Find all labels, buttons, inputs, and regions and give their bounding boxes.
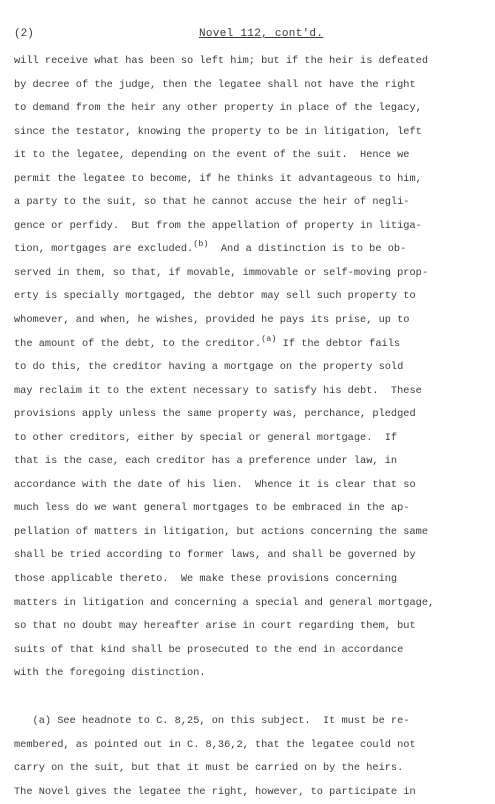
body-line: may reclaim it to the extent necessary to satisfy his debt. These — [14, 380, 484, 404]
body-line: a party to the suit, so that he cannot accuse the heir of negli- — [14, 191, 484, 215]
page-header — [14, 24, 484, 44]
body-line: matters in litigation and concerning a special and general mortgage, — [14, 592, 484, 616]
body-line: will receive what has been so left him; but if the heir is defeated — [14, 50, 484, 74]
footnote-line: carry on the suit, but that it must be carried on by the heirs. — [14, 757, 484, 781]
body-line: suits of that kind shall be prosecuted to the end in accordance — [14, 639, 484, 663]
body-line: to other creditors, either by special or general mortgage. If — [14, 427, 484, 451]
body-line: served in them, so that, if movable, immovable or self-moving prop- — [14, 262, 484, 286]
body-line: by decree of the judge, then the legatee shall not have the right — [14, 74, 484, 98]
body-line: erty is specially mortgaged, the debtor may sell such property to — [14, 285, 484, 309]
body-line: pellation of matters in litigation, but actions concerning the same — [14, 521, 484, 545]
footnote-reference-a: (a) — [261, 334, 276, 344]
body-line: those applicable thereto. We make these provisions concerning — [14, 568, 484, 592]
body-text — [14, 50, 484, 686]
body-line: with the foregoing distinction. — [14, 662, 484, 686]
body-line: accordance with the date of his lien. Whence it is clear that so — [14, 474, 484, 498]
body-line: provisions apply unless the same property was, perchance, pledged — [14, 403, 484, 427]
body-line: to demand from the heir any other property in place of the legacy, — [14, 97, 484, 121]
page-number: (2) — [14, 28, 34, 40]
body-line: it to the legatee, depending on the event of the suit. Hence we — [14, 144, 484, 168]
footnote-line: The Novel gives the legatee the right, however, to participate in — [14, 781, 484, 804]
body-line-text: And a distinction is to be ob- — [209, 243, 407, 255]
footnote-reference-b: (b) — [193, 239, 208, 249]
body-line — [14, 333, 484, 357]
body-line: that is the case, each creditor has a preference under law, in — [14, 450, 484, 474]
footnote-section — [14, 710, 484, 804]
body-line: so that no doubt may hereafter arise in court regarding them, but — [14, 615, 484, 639]
body-line: to do this, the creditor having a mortgage on the property sold — [14, 356, 484, 380]
body-line-text: the amount of the debt, to the creditor. — [14, 338, 261, 350]
body-line: gence or perfidy. But from the appellation of property in litiga- — [14, 215, 484, 239]
running-title: Novel 112, cont'd. — [199, 28, 323, 40]
body-line: whomever, and when, he wishes, provided he pays its prise, up to — [14, 309, 484, 333]
body-line-text: If the debtor fails — [276, 338, 400, 350]
body-line: permit the legatee to become, if he thinks it advantageous to him, — [14, 168, 484, 192]
footnote-line: (a) See headnote to C. 8,25, on this subject. It must be re- — [14, 710, 484, 734]
body-line: shall be tried according to former laws, and shall be governed by — [14, 544, 484, 568]
body-line: much less do we want general mortgages to be embraced in the ap- — [14, 497, 484, 521]
footnote-line: membered, as pointed out in C. 8,36,2, that the legatee could not — [14, 734, 484, 758]
body-line: since the testator, knowing the property to be in litigation, left — [14, 121, 484, 145]
body-line — [14, 238, 484, 262]
body-line-text: tion, mortgages are excluded. — [14, 243, 193, 255]
